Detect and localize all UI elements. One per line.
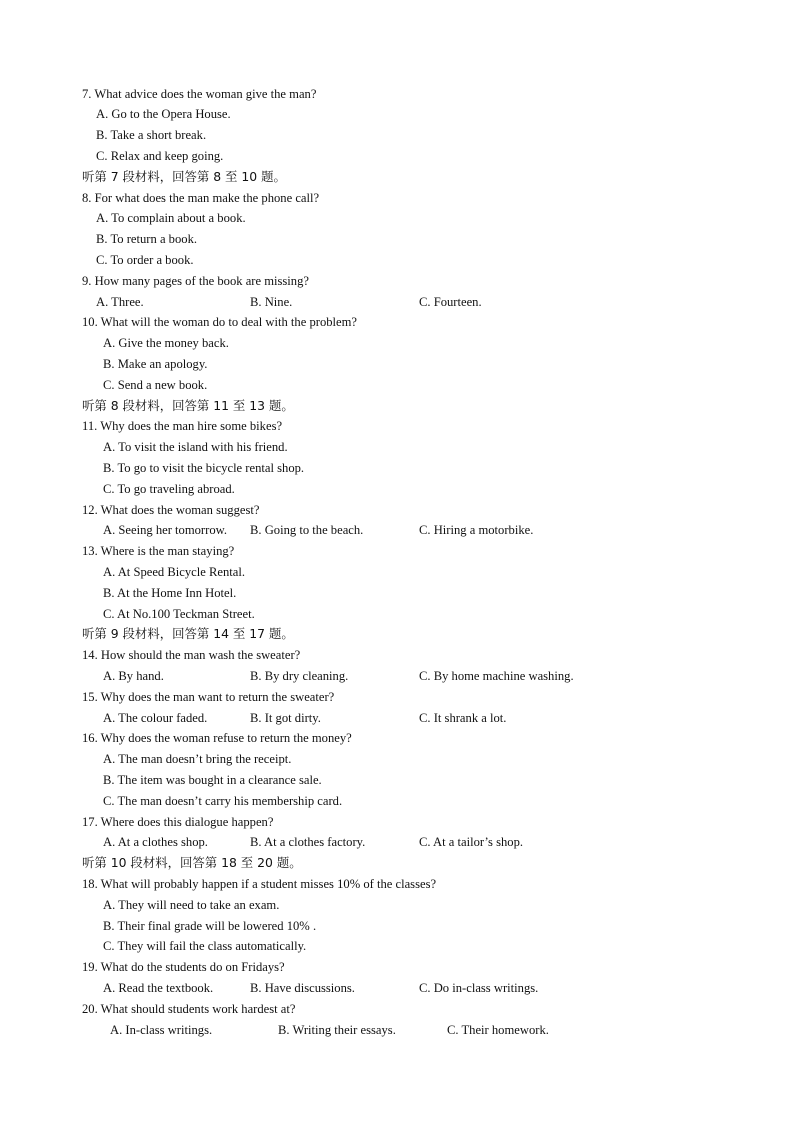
- option: B. The item was bought in a clearance sale.: [103, 773, 322, 787]
- question-stem: 8. For what does the man make the phone call?: [82, 191, 320, 205]
- option: C. Relax and keep going.: [96, 149, 224, 163]
- question-stem: 14. How should the man wash the sweater?: [82, 648, 301, 662]
- option: C. Their homework.: [447, 1023, 549, 1037]
- option: A. Three.: [96, 295, 144, 309]
- option: A. Seeing her tomorrow.: [103, 523, 228, 537]
- option: A. To visit the island with his friend.: [103, 440, 288, 454]
- section-heading: 听第 8 段材料，回答第 11 至 13 题。: [82, 398, 294, 413]
- option: A. They will need to take an exam.: [103, 898, 280, 912]
- option: C. Fourteen.: [419, 295, 482, 309]
- option: C. It shrank a lot.: [419, 711, 507, 725]
- option: B. By dry cleaning.: [250, 669, 349, 683]
- option: B. Their final grade will be lowered 10% .: [103, 919, 317, 933]
- section-heading: 听第 10 段材料，回答第 18 至 20 题。: [82, 855, 302, 870]
- option: B. Writing their essays.: [278, 1023, 396, 1037]
- option: C. Send a new book.: [103, 378, 208, 392]
- option: B. Going to the beach.: [250, 523, 364, 537]
- option: B. At the Home Inn Hotel.: [103, 586, 237, 600]
- option: B. Have discussions.: [250, 981, 355, 995]
- option: C. At a tailor’s shop.: [419, 835, 524, 849]
- question-stem: 9. How many pages of the book are missing?: [82, 274, 309, 288]
- question-stem: 11. Why does the man hire some bikes?: [82, 419, 283, 433]
- option: C. Do in-class writings.: [419, 981, 539, 995]
- option: A. The man doesn’t bring the receipt.: [103, 752, 292, 766]
- option: A. The colour faded.: [103, 711, 208, 725]
- option: C. The man doesn’t carry his membership card.: [103, 794, 343, 808]
- question-stem: 12. What does the woman suggest?: [82, 503, 260, 517]
- question-stem: 13. Where is the man staying?: [82, 544, 235, 558]
- question-stem: 7. What advice does the woman give the man?: [82, 87, 317, 101]
- question-stem: 15. Why does the man want to return the sweater?: [82, 690, 335, 704]
- question-stem: 10. What will the woman do to deal with the problem?: [82, 315, 358, 329]
- section-heading: 听第 9 段材料，回答第 14 至 17 题。: [82, 626, 294, 641]
- option: B. Make an apology.: [103, 357, 208, 371]
- option: B. Take a short break.: [96, 128, 207, 142]
- option: A. By hand.: [103, 669, 164, 683]
- option: A. Go to the Opera House.: [96, 107, 231, 121]
- option: C. They will fail the class automatically.: [103, 939, 307, 953]
- section-heading: 听第 7 段材料，回答第 8 至 10 题。: [82, 169, 286, 184]
- question-stem: 17. Where does this dialogue happen?: [82, 815, 274, 829]
- option: A. To complain about a book.: [96, 211, 246, 225]
- option: C. At No.100 Teckman Street.: [103, 607, 255, 621]
- question-stem: 18. What will probably happen if a student misses 10% of the classes?: [82, 877, 437, 891]
- option: B. Nine.: [250, 295, 293, 309]
- option: C. By home machine washing.: [419, 669, 574, 683]
- option: A. In-class writings.: [110, 1023, 213, 1037]
- option: C. To go traveling abroad.: [103, 482, 235, 496]
- question-stem: 16. Why does the woman refuse to return the money?: [82, 731, 352, 745]
- option: C. Hiring a motorbike.: [419, 523, 534, 537]
- option: B. To go to visit the bicycle rental shop.: [103, 461, 305, 475]
- option: B. It got dirty.: [250, 711, 321, 725]
- question-stem: 19. What do the students do on Fridays?: [82, 960, 285, 974]
- question-stem: 20. What should students work hardest at?: [82, 1002, 296, 1016]
- option: B. To return a book.: [96, 232, 198, 246]
- option: B. At a clothes factory.: [250, 835, 366, 849]
- option: A. Give the money back.: [103, 336, 229, 350]
- option: C. To order a book.: [96, 253, 194, 267]
- option: A. At a clothes shop.: [103, 835, 208, 849]
- option: A. Read the textbook.: [103, 981, 214, 995]
- option: A. At Speed Bicycle Rental.: [103, 565, 245, 579]
